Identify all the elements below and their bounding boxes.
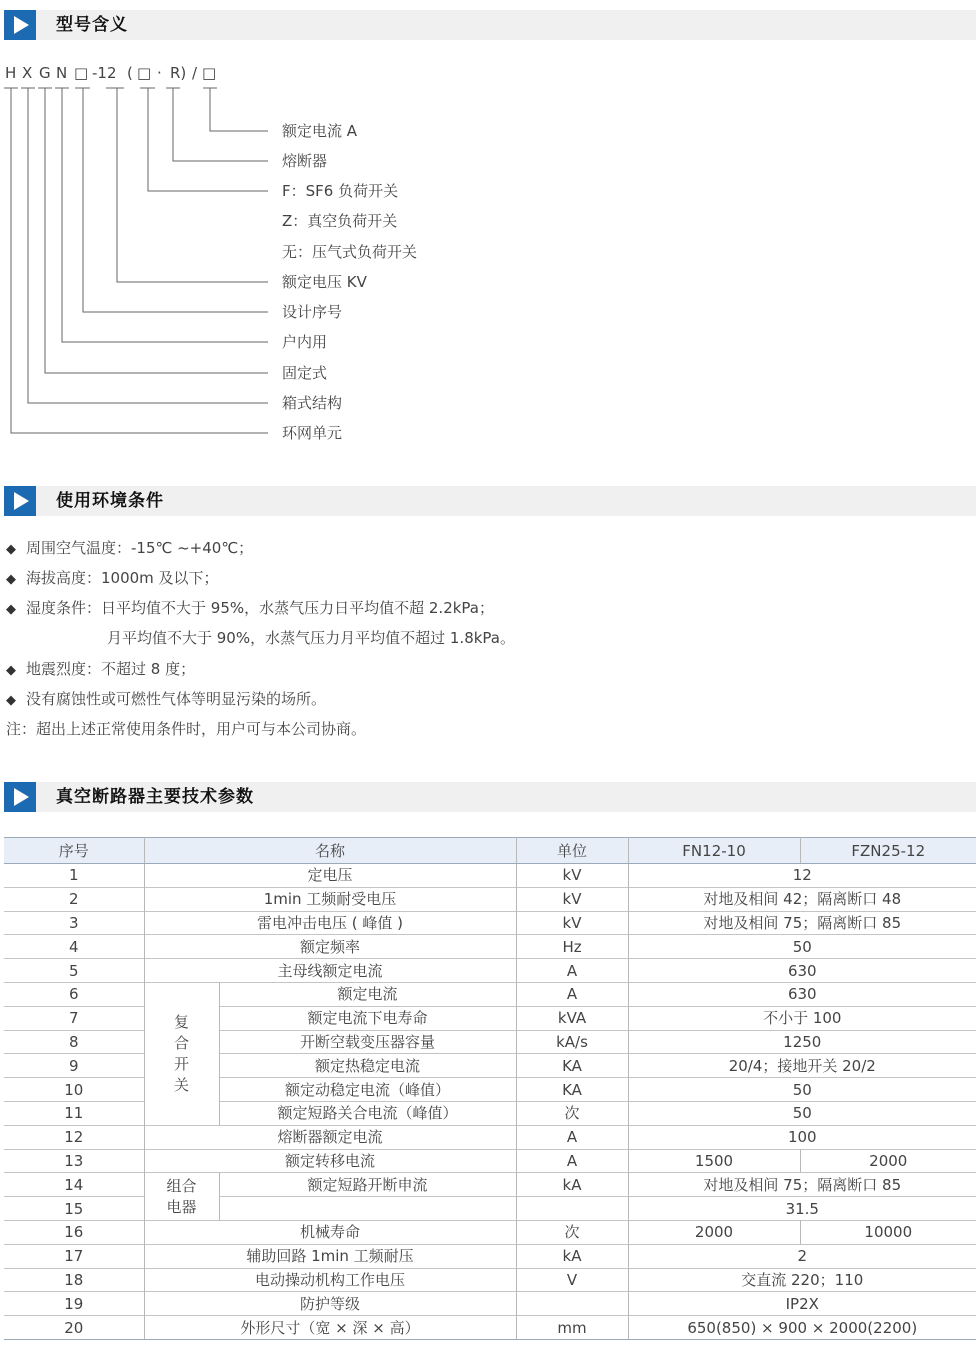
- table-row: 7 额定电流下电寿命 kVA 不小于 100: [4, 1006, 976, 1030]
- group-composite-switch: 复合开关: [144, 982, 219, 1125]
- code-char: R): [170, 64, 187, 82]
- tree-label: 箱式结构: [282, 394, 343, 412]
- tree-label: 固定式: [282, 364, 328, 382]
- tree-label: 环网单元: [282, 424, 343, 442]
- code-char: □: [137, 64, 152, 82]
- condition-note: 注：超出上述正常使用条件时，用户可与本公司协商。: [6, 720, 367, 738]
- code-char: □: [74, 64, 89, 82]
- code-char: -12: [92, 64, 117, 82]
- code-char: G: [39, 64, 51, 82]
- section-header-environment: [4, 486, 976, 516]
- table-header-row: [4, 838, 976, 864]
- group-combined-appliance: 组合电器: [144, 1173, 219, 1221]
- table-row: 9 额定热稳定电流 KA 20/4；接地开关 20/2: [4, 1054, 976, 1078]
- tree-label: 户内用: [282, 333, 328, 351]
- table-row: 18 电动操动机构工作电压 V 交直流 220；110: [4, 1268, 976, 1292]
- code-char: X: [22, 64, 33, 82]
- table-row: 5 主母线额定电流 A 630: [4, 959, 976, 983]
- tree-label: Z：真空负荷开关: [282, 212, 398, 230]
- section-title: 型号含义: [56, 15, 128, 35]
- tree-label: 额定电压 KV: [282, 273, 367, 291]
- table-row: 13 额定转移电流 A 1500 2000: [4, 1149, 976, 1173]
- table-row: 4 额定频率 Hz 50: [4, 935, 976, 959]
- table-row: 15 31.5: [4, 1197, 976, 1221]
- table-row: 14 组合电器 额定短路开断申流 kA 对地及相间 75；隔离断口 85: [4, 1173, 976, 1197]
- diamond-bullet-icon: ◆: [6, 542, 16, 557]
- code-char: (: [127, 64, 133, 82]
- table-row: 1 定电压 kV 12: [4, 864, 976, 888]
- code-char: N: [56, 64, 68, 82]
- section-header-params: [4, 782, 976, 812]
- condition-item: ◆ 海拔高度：1000m 及以下；: [6, 568, 219, 590]
- table-row: 3 雷电冲击电压 ( 峰值 ) kV 对地及相间 75；隔离断口 85: [4, 911, 976, 935]
- condition-item: ◆ 没有腐蚀性或可燃性气体等明显污染的场所。: [6, 689, 326, 711]
- tree-label: 无：压气式负荷开关: [282, 243, 418, 261]
- section-title: 使用环境条件: [56, 491, 164, 511]
- code-char: H: [5, 64, 17, 82]
- condition-item-continued: 月平均值不大于 90%，水蒸气压力月平均值不超过 1.8kPa。: [107, 629, 515, 647]
- section-header-model: [4, 10, 976, 40]
- header-fzn25: FZN25-12: [800, 838, 976, 864]
- model-tree-lines: [0, 80, 300, 450]
- table-row: 2 1min 工频耐受电压 kV 对地及相间 42；隔离断口 48: [4, 887, 976, 911]
- condition-item: ◆ 周围空气温度：-15℃ ~+40℃；: [6, 538, 253, 560]
- tree-label: 额定电流 A: [282, 122, 358, 140]
- table-row: 6 复合开关 额定电流 A 630: [4, 982, 976, 1006]
- header-fn12: FN12-10: [628, 838, 800, 864]
- code-char: /: [192, 64, 198, 82]
- diamond-bullet-icon: ◆: [6, 572, 16, 587]
- section-title: 真空断路器主要技术参数: [56, 787, 254, 807]
- condition-item: ◆ 湿度条件：日平均值不大于 95%，水蒸气压力日平均值不超 2.2kPa；: [6, 598, 494, 620]
- play-arrow-icon: [4, 10, 36, 40]
- table-row: 11 额定短路关合电流（峰值） 次 50: [4, 1101, 976, 1125]
- table-row: 20 外形尺寸（宽 × 深 × 高） mm 650(850) × 900 × 2000(2200): [4, 1316, 976, 1340]
- tree-label: 熔断器: [282, 152, 328, 170]
- diamond-bullet-icon: ◆: [6, 602, 16, 617]
- params-table: [4, 837, 976, 1340]
- code-char: ·: [157, 64, 162, 82]
- table-row: 19 防护等级 IP2X: [4, 1292, 976, 1316]
- code-char: □: [202, 64, 217, 82]
- tree-label: 设计序号: [282, 303, 343, 321]
- header-unit: 单位: [516, 838, 628, 864]
- diamond-bullet-icon: ◆: [6, 693, 16, 708]
- diamond-bullet-icon: ◆: [6, 663, 16, 678]
- header-no: 序号: [4, 838, 144, 864]
- table-row: 12 熔断器额定电流 A 100: [4, 1125, 976, 1149]
- table-row: 10 额定动稳定电流（峰值） KA 50: [4, 1078, 976, 1102]
- table-row: 8 开断空载变压器容量 kA/s 1250: [4, 1030, 976, 1054]
- header-name: 名称: [144, 838, 516, 864]
- play-arrow-icon: [4, 486, 36, 516]
- play-arrow-icon: [4, 782, 36, 812]
- table-row: 17 辅助回路 1min 工频耐压 kA 2: [4, 1244, 976, 1268]
- table-row: 16 机械寿命 次 2000 10000: [4, 1220, 976, 1244]
- condition-item: ◆ 地震烈度：不超过 8 度；: [6, 659, 195, 681]
- tree-label: F：SF6 负荷开关: [282, 182, 399, 200]
